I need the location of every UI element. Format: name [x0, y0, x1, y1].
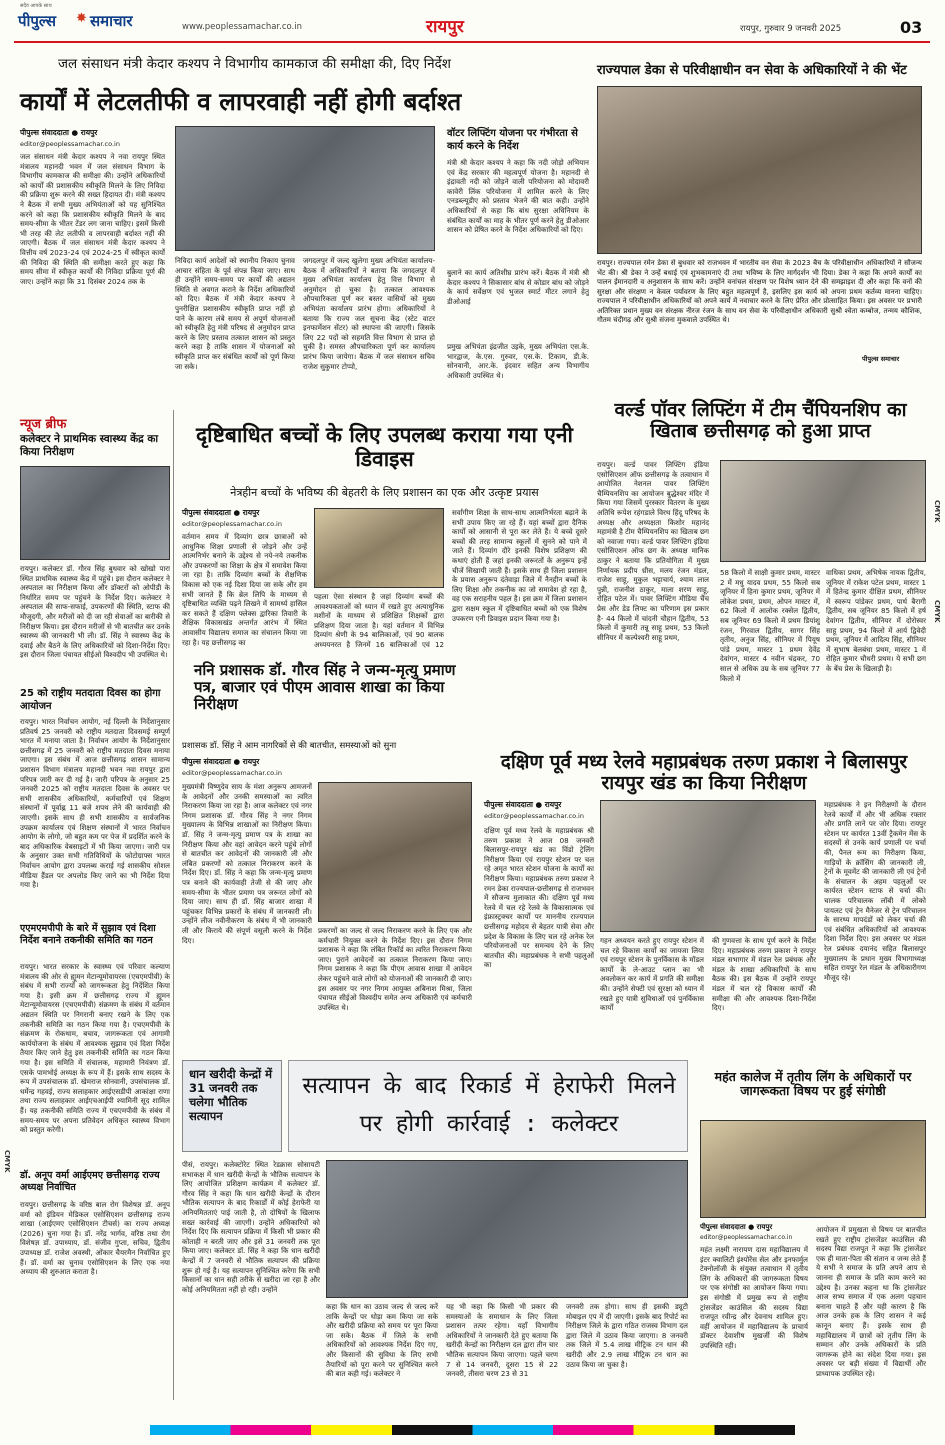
story-mahant-college-headline: महंत कालेज में तृतीय लिंग के अधिकारों पर जागरूकता विषय पर हुई संगोष्ठी: [714, 1069, 912, 1098]
logo-text-a: पीपुल्स: [18, 12, 57, 30]
story-water-resources-kicker: जल संसाधन मंत्री केदार कश्यप ने विभागीय कामकाज की समीक्षा की, दिए निर्देश: [58, 56, 451, 72]
story8-column-2: आयोजन में प्रमुखता से विषय पर बातचीत रखते हुए राष्ट्रीय ट्रांसजेंडर काउंसिल की सदस्य विद्या राजपूत ने कहा कि ट्रांसजेंडर एक ही माता-पिता की संतान व जन्म लेते हैं ये सभी ने समाज के प्रति अपने आप से जानना ही समाज के प्रति काम करने का उद्देश्य है। उनका कहना था कि ट्रांसजेंडर आज सभ्य समाज में एक अलग पहचान बनाना चाहते हैं और यही कारण है कि आज उनके हक के लिए शासन ने कई कानून बनाए हैं। इसके साथ ही महाविद्यालय में छात्रों को तृतीय लिंग के सम्मान और उनके अधिकारों के प्रति जागरूक होने का संदेश दिया गया। इस अवसर पर बड़ी संख्या में विद्यार्थी और प्राध्यापक उपस्थित रहे।: [816, 1225, 926, 1378]
story6-column-3: की गुणवत्ता के साथ पूर्ण करने के निर्देश दिए। महाप्रबंधक तरुण प्रकाश ने रायपुर मंडल सभागार में मंडल रेल प्रबंधक और मंडल के शाखा अधिकारियों के साथ बैठक की। इस बैठक में उन्होंने रायपुर मंडल में चल रहे विकास कार्यों की समीक्षा की और आवश्यक दिशा-निर्देश दिए।: [712, 936, 816, 1013]
story1-column-2: निविदा कार्य आदेशों को स्थानीय निकाय चुनाव आचार संहिता के पूर्व संपन्न किया जाए। साथ ही उन्होंने समय-समय पर कार्यों की अद्यतन स्थिति से अवगत कराने के निर्देश अधिकारियों को दिए। बैठक में मंत्री केदार कश्यप ने पुनरीक्षित प्रशासकीय स्वीकृति प्राप्त नहीं हो पाने के कारण लंबे समय से अपूर्ण योजनाओं को स्वीकृति हेतु मंत्री परिषद से अनुमोदन प्राप्त करने के लिए प्रस्ताव तत्काल शासन को प्रस्तुत करने कहा है ताकि शासन में योजनाओं को स्वीकृति प्राप्त कर संबंधित कार्यों को पूर्ण किया जा सके।: [175, 256, 295, 371]
story3-column-2: 58 किलो में साक्षी कुमार प्रथम, मास्टर 2 में मधु यादव प्रथम, 55 किलो सब जूनियर में हिना कुमार प्रथम, जूनियर में लोकेश प्रथम, प्रथम, ओपन मास्टर में, 62 किलो में आलोक रक्सेल द्वितीय, सब जूनियर 69 किलो में प्रथम डियांशु रंजन, गिरवाल द्वितीय, सागर सिंह तृतीय, अनुज सिंह, सीनियर में पियूष पांडे प्रथम, मास्टर 1 प्रथम देवेंद्र देवांगन, मास्टर 4 नवीन चंद्रकर, 70 साल से अधिक उम्र के सब जूनियर 77 किलो में: [720, 568, 820, 683]
story1-column-4: मंत्री श्री केदार कश्यप ने कहा कि नदी जोड़ो अभियान एवं केंद्र सरकार की महत्वपूर्ण योजना है। महानदी से इंद्रावती नदी को जोड़ने वाली परियोजना को मोदावरी कावेरी लिंक परियोजना में शामिल करने के लिए एनडब्ल्यूडीए को प्रस्ताव भेजने की बात कही। उन्होंने अधिकारियों से कहा कि बांध सुरक्षा अधिनियम के संबंधित कार्यों का माह के भीतर पूर्ण करने हेतु डीओआर शासन को प्रेषित करने के निर्देश अधिकारियों को दिए।: [447, 158, 589, 235]
story3-trophy-photo: [720, 460, 926, 562]
story5-email: editor@peoplessamachar.co.in: [182, 769, 282, 777]
logo-tagline: सदैव आपके साथ: [20, 3, 52, 9]
story7-column-3: यह भी कहा कि किसी भी प्रकार की समस्याओं के समाधान के लिए जिला प्रशासन तत्पर रहेगा। यहाँ विभागीय अधिकारियों ने जानकारी देते हुए बताया कि खरीदी केन्द्रों का निरीक्षण दल द्वारा तीन चार भौतिक सत्यापन किया जाएगा। पहले चरण 7 से 14 जनवरी, दूसरा 15 से 22 जनवरी, तीसरा चरण 23 से 31: [446, 1302, 558, 1379]
brief3-text: रायपुर। भारत सरकार के स्वास्थ्य एवं परिवार कल्याण मंत्रालय की ओर से ह्यूमन मेटान्यूमोवायरस (एचएमपीवी) के संबंध में सभी राज्यों को जागरूकता हेतु निर्देशित किया गया है। इसी क्रम में छत्तीसगढ़ राज्य में ह्यूमन मेटान्यूमोवायरस (एचएमपीवी) संक्रमण के संबंध में वर्तमान अद्यतन स्थिति पर निगरानी बनाए रखने के लिए एक तकनीकी समिति का गठन किया गया है। एचएमपीवी के संक्रमण के रोकथाम, बचाव, जागरूकता एवं आगामी कार्ययोजना के संबंध में आवश्यक सुझाव एवं दिशा निर्देश तैयार किए जाने हेतु इस तकनीकी समिति का गठन किया गया है। इस समिति में संचालक, महामारी नियंत्रण डॉ. एसके पामभोई अध्यक्ष के रूप में हैं। इसके साथ सदस्य के रूप में उपसंचालक डॉ. खेमराज सोनवानी, उपसंचालक डॉ. धर्मेन्द्र गहवई, राज्य सलाहकार आईएसडीपी आकांक्षा राणा तथा राज्य सलाहकार आईएचआईपी श्यामिनी सूद शामिल हैं। यह तकनीकी समिति राज्य में एचएमपीवी के संबंध में समय-समय पर अपना प्रतिवेदन अधिकृत स्वास्थ्य विभाग को प्रस्तुत करेगी।: [20, 962, 170, 1135]
story5-subhead: प्रशासक डॉ. सिंह ने आम नागरिकों से की बातचीत, समस्याओं को सुना: [182, 741, 397, 751]
story7-column-1: पीसं, रायपुर। कलेक्टोरेट स्थित रेडक्रास सोसायटी सभाकक्ष में धान खरीदी केन्द्रों के भौतिक सत्यापन के लिए आयोजित प्रशिक्षण कार्यक्रम में कलेक्टर डॉ. गौरव सिंह ने कहा कि धान खरीदी केन्द्रों के दौरान भौतिक सत्यापन के बाद रिकार्डों में कोई हेराफेरी या अनियमितताएं पाई जाती है, तो दोषियों के खिलाफ सख्त कार्रवाई की जाएगी। उन्होंने अधिकारियों को निर्देश दिए कि सत्यापन प्रक्रिया में किसी भी प्रकार की कोताही न बरती जाए और इसे 31 जनवरी तक पूरा किया जाए। कलेक्टर डॉ. सिंह ने कहा कि धान खरीदी केन्द्रों में 7 जनवरी से भौतिक सत्यापन की प्रक्रिया शुरू हो गई है। यह सत्यापन सुनिश्चित करेगा कि सभी किसानों का धान सही तरीके से खरीदा जा रहा है और कोई अनियमितता नहीं हो रही। उन्होंने: [182, 1160, 320, 1294]
story7-meeting-photo: [326, 1160, 688, 1298]
brief4-text: रायपुर। छत्तीसगढ़ के वरिष्ठ बाल रोग विशेषज्ञ डॉ. अनूप वर्मा को इंडियन मेडिकल एसोसिएशन छत्तीसगढ़ राज्य शाखा (आईएमए एसोसिएशन टीचर्स) का राज्य अध्यक्ष (2026) चुना गया है। डॉ. नरेंद्र भार्गव, वरिष्ठ तथा रोग विशेषज्ञ डॉ. उपाध्याय, डॉ. संजीव गुप्ता, सचिव, द्वितीय उपाध्यक्ष डॉ. राजेश अवस्थी, ओंकार चैयरमैन निर्वाचित हुए हैं। डॉ. वर्मा का चुनाव एसोसिएशन के लिए एक नया अध्याय की शुरुआत कराता है।: [20, 1200, 170, 1277]
story4-subhead: नेत्रहीन बच्चों के भविष्य की बेहतरी के लिए प्रशासन का एक और उत्कृष्ट प्रयास: [230, 486, 539, 499]
brief4-title: डॉ. अनूप वर्मा आईएमए छत्तीसगढ़ राज्य अध्यक्ष निर्वाचित: [20, 1170, 160, 1193]
story-water-resources-headline: कार्यों में लेटलतीफी व लापरवाही नहीं होगी बर्दाश्त: [20, 87, 462, 116]
story2-governor-photo: [597, 86, 922, 254]
story8-column-1: महंत लक्ष्मी नारायण दास महाविद्यालय में इंटर क्वालिटी इंश्योरेंस सेल और इनफार्मुल टेक्नोलॉजी के संयुक्त तत्वाधान में तृतीय लिंग के अधिकारों की जागरूकता विषय पर एक संगोष्ठी का आयोजन किया गया। इस संगोष्ठी में प्रमुख रूप से राष्ट्रीय ट्रांसजेंडर काउंसिल की सदस्य विद्या राजपूत रवीन्द्र और देवनाथ शामिल हुए। वहीं आयोजन में महाविद्यालय के प्राचार्य डॉक्टर देवाशीष मुखर्जी की विशेष उपस्थिति रही।: [700, 1245, 808, 1350]
story7-headline-box: [288, 1060, 688, 1152]
masthead-divider: [14, 41, 930, 43]
website-link[interactable]: www.peoplessamachar.co.in: [182, 22, 303, 32]
color-registration-strip: [150, 1425, 795, 1435]
story-powerlifting-headline: वर्ल्ड पॉवर लिफ्टिंग में टीम चैंपियनशिप का खिताब छत्तीसगढ़ को हुआ प्राप्त: [614, 399, 907, 443]
dateline: रायपुर, गुरुवार 9 जनवरी 2025: [740, 24, 842, 34]
brief2-title: 25 को राष्ट्रीय मतदाता दिवस का होगा आयोजन: [20, 688, 161, 712]
story4-byline: पीपुल्स संवाददाता ● रायपुर: [182, 508, 260, 517]
story-municipal-headline: ननि प्रशासक डॉ. गौरव सिंह ने जन्म-मृत्यु प्रमाण पत्र, बाजार एवं पीएम आवास शाखा का किया निरीक्षण: [194, 661, 456, 713]
brief1-title: कलेक्टर ने प्राथमिक स्वास्थ्य केंद्र का किया निरीक्षण: [20, 433, 159, 458]
story6-column-1: दक्षिण पूर्व मध्य रेलवे के महाप्रबंधक श्री तरुण प्रकाश ने आज 08 जनवरी बिलासपुर-रायपुर खंड का विंडो ट्रेलिंग निरीक्षण किया एवं रायपुर स्टेशन पर चल रहे अमृत भारत स्टेशन योजना के कार्यों का निरीक्षण किया। महाप्रबंधक तरुण प्रकाश ने रमन डेका राज्यपाल-छत्तीसगढ़ से राजभवन में सौजन्य मुलाकात की। दक्षिण पूर्व मध्य रेलवे में चल रहे रेलवे के विकासात्मक एवं इंफ्रास्ट्रक्चर कार्यों पर माननीय राज्यपाल छत्तीसगढ़ महोदय से बेहतर यात्री सेवा और प्रदेश के विकास के लिए चल रहे अनेक रेल परियोजनाओं पर समन्वय देने के लिए बातचीत की। महाप्रबंधक ने सभी पहलुओं का: [484, 826, 594, 970]
story7-column-2: कहा कि धान का उठाव जल्द से जल्द करें ताकि केन्द्रों पर धोड़ा कम किया जा सके और खरीदी प्रक्रिया को समय पर पूरा किया जा सके। बैठक में जिले के सभी अधिकारियों को आवश्यक निर्देश दिए गए, और किसानों की सुविधा के लिए सभी तैयारियों को पूरा करने पर सुनिश्चित करने की बात कही गई। कलेक्टर ने: [326, 1302, 438, 1379]
story3-column-1: रायपुर। वर्ल्ड पावर लिफ्टिंग इंडिया एसोसिएशन ऑफ छत्तीसगढ़ के तत्वाधान में आयोजित नेशनल पावर लिफ्टिंग चैम्पियनशिप का आयोजन बुद्धेश्वर मंदिर में किया गया जिसमें पुरस्कार वितरण के मुख्य अतिथि रूपेश रहंगडाले विरथ हिंदू परिषद के अध्यक्ष और अध्यक्षता किशोर महानंद महामंत्री है टीम चैम्पियनशिप का खिताब छग को नवाजा गया। वर्ल्ड पावर लिफ्टिंग इंडिया एसोसिएशन ऑफ छग के अध्यक्ष मानिक ठाकुर ने बताया कि प्रतियोगिता में मुख्य निर्णायक प्रदीप थ्रीस, मलय रंजन मंडल, राजेश साहू, मुकुल भट्टाचार्य, श्याम लाल पुन्नी, राजनीश ठाकुर, माला शरण साहू, रोहित पटेल में। पावर लिफ्टिंग मीडिया चैंच प्रेस और डेड लिफ्ट का परिणाम इस प्रकार है- 44 किलो में चांदनी चौहान द्वितीय, 53 किलो में कुमारी तन्नू साहू प्रथम, 53 किलो सीनियर में कल्पेश्वरी साहू प्रथम,: [597, 460, 709, 642]
story7-headline: सत्यापन के बाद रिकार्ड में हेराफेरी मिलने पर होगी कार्रवाई : कलेक्टर: [302, 1073, 676, 1137]
story5-column-2: प्रकरणों का जल्द से जल्द निराकरण करने के लिए एक और कर्मचारी नियुक्त करने के निर्देश दिए। इस दौरान निगम प्रशासक ने कहा कि लंबित रिकॉर्ड का त्वरित निराकरण किया जाए। पुराने आवेदनों का तत्काल निराकरण किया जाए। निगम प्रशासक ने कहा कि पीएम आवास शाखा में आवेदन लेकर पहुंचने वाले लोगों को योजनाओं की जानकारी दी जाए। इस अवसर पर नगर निगम आयुक्त अबिनाश मिश्रा, जिला पंचायत सीईओ विश्वदीप समेत अन्य अधिकारी एवं कर्मचारी उपस्थित थे।: [318, 926, 472, 1012]
story1-column-3: जगदलपुर में जल्द खुलेगा मुख्य अभियंता कार्यालय- बैठक में अधिकारियों ने बताया कि जगदलपुर में मुख्य अभियंता कार्यालय हेतु वित्त विभाग से अनुमोदन हो चुका है। तत्काल आवश्यक औपचारिकता पूर्ण कर बस्तर वासियों को मुख्य अभियंता कार्यालय प्रारंभ होगा। अधिकारियों ने बताया कि राज्य जल सूचना केंद्र (स्टेट वाटर इनफार्मेशन सेंटर) को स्थापना की जाएगी। जिसके लिए 22 पदों को सहमति वित्त विभाग से प्राप्त हो चुकी है। समस्त औपचारिकता पूर्ण कर कार्यालय प्रारंभ किया जायेगा। बैठक में जल संसाधन सचिव राजेश सुकुमार टोप्पो,: [303, 256, 435, 371]
story8-seminar-photo: [700, 1120, 926, 1218]
story8-byline: पीपुल्स संवाददाता ● रायपुर: [700, 1223, 773, 1231]
story1-byline: पीपुल्स संवाददाता ● रायपुर: [20, 128, 98, 137]
story4-email: editor@peoplessamachar.co.in: [182, 520, 282, 528]
page-number: 03: [900, 18, 923, 37]
story5-column-1: मुख्यमंत्री विष्णुदेव साय के मंशा अनुरूप आमजनों के आवेदनों और उनकी समस्याओं का त्वरित निराकरण किया जा रहा है। आज कलेक्टर एवं नगर निगम प्रशासक डॉ. गौरव सिंह ने नगर निगम मुख्यालय के विभिन्न शाखाओं का निरीक्षण किया। डॉ. सिंह ने जन्म-मृत्यु प्रमाण पत्र के शाखा का निरीक्षण किया और वहां आवेदन करने पहुंचे लोगों से बातचीत कर आवेदनों की जानकारी ली और लंबित प्रकरणों को तत्काल निराकरण करने के निर्देश दिए। डॉ. सिंह ने कहा कि जन्म-मृत्यु प्रमाण पत्र बनाने की कार्यवाही तेजी से की जाए और समय-सीमा के भीतर प्रमाण पत्र जरूरत लोगों को दिया जाए। साथ ही डॉ. सिंह बाजार शाखा में पहुंचकर विभिन्न प्रकारों के संबंध में जानकारी ली। उन्होंने लीज नवीनीकरण के संबंध में भी जानकारी ली और किराये की संपूर्ण वसूली करने के निर्देश दिए।: [182, 782, 312, 945]
story6-email: editor@peoplessamachar.co.in: [484, 812, 584, 820]
story1-meeting-photo: [175, 126, 435, 251]
story-governor-headline: राज्यपाल डेका से परिवीक्षाधीन वन सेवा के अधिकारियों ने की भेंट: [597, 63, 907, 78]
margin-cmyk-mark-right: CMYK: [933, 500, 941, 523]
story1-column-1: जल संसाधन मंत्री केदार कश्यप ने नवा रायपुर स्थित मंत्रालय महानदी भवन में जल संसाधन विभाग के विभागीय कामकाज की समीक्षा की। उन्होंने अधिकारियों को कार्यों की प्रशासकीय स्वीकृति मिलने के लिए निविदा की प्रक्रिया शुरू करने की सख्त हिदायत दी। मंत्री कश्यप ने बैठक में सभी मुख्य अभियंताओं को यह सुनिश्चित करने को कहा कि प्रशासकीय स्वीकृति मिलने के बाद समय-सीमा के भीतर टेंडर लग जाना चाहिए। इसमें किसी भी तरह की लेट लतीफी व लापरवाही बर्दाश्त नहीं की जाएगी। बैठक में जल संसाधन मंत्री केदार कश्यप ने वित्तीय वर्ष 2023-24 एवं 2024-25 में स्वीकृत कार्यों की निविदा की स्थिति की समीक्षा करते हुए कहा कि समय सीमा में स्वीकृत कार्यों की निविदा प्रक्रिया पूर्ण की जाए। उन्होंने कहा कि 31 दिसंबर 2024 तक के: [20, 152, 165, 286]
brief1-text: रायपुर। कलेक्टर डॉ. गौरव सिंह बुधवार को खोखो पारा स्थित प्राथमिक स्वास्थ्य केंद्र में पहुंचे। इस दौरान कलेक्टर ने अस्पताल का निरीक्षण किया और डॉक्टरों को ओपीडी के निर्धारित समय पर पहुंचने के निर्देश दिए। कलेक्टर ने अस्पताल की साफ-सफाई, उपकरणों की स्थिति, स्टाफ की मौजूदगी, और मरीजों को दी जा रही सेवाओं का बारीकी से निरीक्षण किया। इस दौरान मरीजों से भी बातचीत कर उनके स्वास्थ्य की जानकारी भी ली। डॉ. सिंह ने स्वास्थ्य केंद्र के दवाई और बैठने के लिए अधिकारियों को दिशा-निर्देश दिए। इस दौरान जिला पंचायत सीईओ विश्वदीप भी उपस्थित थे।: [20, 564, 170, 660]
story7-box-title: धान खरीदी केन्द्रों में 31 जनवरी तक चलेगा भौतिक सत्यापन: [189, 1067, 272, 1123]
margin-cmyk-mark-left: CMYK: [3, 1150, 11, 1173]
logo: [18, 3, 168, 35]
story4-students-photo: [314, 508, 444, 588]
story5-inspection-photo: [318, 782, 472, 922]
logo-text-b: समाचार: [90, 12, 133, 30]
story7-column-4: जनवरी तक होगा। साथ ही इसकी ड्यूटी मोबाइल एप में दी जाएगी। इसके बाद रिपोर्ट का निरीक्षण जिले के द्वारा गठित राजस्व विभाग दल द्वारा जिले में उठाव किया जाएगा। 8 जनवरी तक जिले में 5.4 लाख मीट्रिक टन धान की खरीदी और 2.9 लाख मीट्रिक टन धान का उठाव किया जा चुका है।: [566, 1302, 688, 1369]
news-brief-label: न्यूज ब्रीफ: [20, 417, 67, 432]
story5-byline: पीपुल्स संवाददाता ● रायपुर: [182, 757, 260, 766]
story8-email: editor@peoplessamachar.co.in: [700, 1234, 793, 1241]
story4-column-1: वर्तमान समय में दिव्यांग छात्र छात्राओं को आधुनिक शिक्षा प्रणाली से जोड़ने और उन्हें आत्मनिर्भर बनाने के उद्देश्य से नये-नये तकनीक और उपकरणों का शिक्षा के क्षेत्र में समावेश किया जा रहा है। ताकि दिव्यांग बच्चों के शैक्षणिक विकास को एक नई दिशा दिया जा सके और हम सभी जानते हैं कि ब्रेल लिपि के माध्यम से दृष्टिबाधित व्यक्ति पढ़ने लिखने में सामर्थ्य हासिल कर सकते हैं दक्षिण फ्लेक्स द्वारिका तिवारी के शैक्षिक विकासखंड अन्तर्गत आरंभ में स्थित आवासीय विद्यालय समाज का संचालन किया जा रहा है। यह छत्तीसगढ़ का: [182, 532, 307, 647]
story-device-headline: दृष्टिबाधित बच्चों के लिए उपलब्ध कराया गया एनी डिवाइस: [196, 423, 573, 471]
story3-column-3: वाधिका प्रथम, अभिषेक नायक द्वितीय, जूनियर में राकेश पटेल प्रथम, मास्टर 1 में हितेन्द्र कुमार दीक्षित प्रथम, सीनियर में स्वरूप पांडेकर प्रथम, पार्थ बैरागी द्वितीय, सब जूनियर 85 किलो में हर्ष देवांगन द्वितीय, सीनियर में दोरोस्वर साहू प्रथम, 94 किलो में आर्य द्विवेदी प्रथम, जूनियर में आदित्य सिंह, सीनियर में सुभाष बेलबंधा प्रथम, मास्टर 1 में रोहित कुमार चौधरी प्रथम। ये सभी छग के बेंच प्रेस के खिलाड़ी है।: [826, 568, 926, 673]
margin-cmyk-mark-right-2: CMYK: [933, 600, 941, 623]
brief1-photo: [20, 466, 170, 560]
brief3-title: एएमएमपीपी के बारे में सुझाव एवं दिशा निर्देश बनाने तकनीकी समिति का गठन: [20, 923, 156, 946]
story6-column-2: गहन अध्ययन करते हुए रायपुर स्टेशन में चल रहे विकास कार्यों का जायजा लिया एवं रायपुर स्टेशन के पुनर्विकास के मॉडल कार्यों के ले-आउट प्लान का भी अवलोकन कर कार्य में प्रगति की समीक्षा की। उन्होंने सेफ्टी एवं सुरक्षा को ध्यान में रखते हुए यात्री सुविधाओं एवं पुनर्विकास कार्यों: [600, 936, 704, 1013]
story1-column-4b: बुलाने का कार्य अतिशीघ्र प्रारंभ करें। बैठक में मंत्री श्री केदार कश्यप ने सिकासार बांध से कोडार बांध को जोड़ने के कार्य सर्वेक्षण एवं भुजल स्मार्ट मीटर लगाने हेतु डीओआई: [447, 268, 589, 306]
story1-column-5: प्रमुख अभियंता इंद्रजीत उइके, मुख्य अभियंता एस.के. भारद्वाज, के.एस. गुरुवर, एस.के. टिकाम, डी.के. सोनवानी, आर.के. इंदवार सहित अन्य विभागीय अधिकारी उपस्थित थे।: [447, 342, 589, 380]
story2-byline: पीपुल्स समाचार: [862, 355, 900, 363]
logo-star-icon: ✸: [76, 11, 87, 26]
story6-column-4: महाप्रबंधक ने इन निरीक्षणों के दौरान रेलवे कार्यों में और भी अधिक रफ्तार और प्रगति लाने पर जोर दिया। रायपुर स्टेशन पर कार्यरत 13वीं ट्रैकमेन मेंस के सदस्यों से उनके कार्य प्रणाली पर चर्चा की, पैनल रूम का निरीक्षण किया, गाड़ियों के क्रॉसिंग की जानकारी ली, ट्रेनों के मूवमेंट की जानकारी ली एवं ट्रेनों के संचालन के अहम पहलुओं पर कार्यरत स्टेशन स्टाफ से चर्चा की। चालक परिचालक लॉबी में लोको पायलट एवं ट्रेन मैनेजर से ट्रेन परिचालन के सारथ्य मापदंडों को लेकर चर्चा की एवं संबंधित अधिकारियों को आवश्यक दिशा निर्देश दिए। इस अवसर पर मंडल रेल प्रबंधक दयानंद सहित बिलासपुर मुख्यालय के प्रधान मुख्य विभागाध्यक्ष सहित रायपुर रेल मंडल के अधिकारीगण मौजूद रहे।: [824, 800, 926, 982]
story7-box: [182, 1060, 282, 1152]
story2-caption: रायपुर। राज्यपाल रमेन डेका से बुधवार को राजभवन में भारतीय वन सेवा के 2023 बैच के परिवीक्षाधीन अधिकारियों ने सौजन्य भेंट की। श्री डेका ने उन्हें बधाई एवं शुभकामनाएं दी तथा भविष्य के लिए मार्गदर्शन भी दिया। डेका ने कहा कि अपने कार्यों का पालन ईमानदारी व अनुशासन के साथ करें। उन्होंने वनांचल संरक्षण पर विशेष ध्यान देने की समझाइश दी और कहा कि वनों की सुरक्षा और संरक्षण न केवल पर्यावरण के लिए बहुत महत्वपूर्ण है, इसलिए इस कार्य को अपना प्रथम कर्तव्य मानना चाहिए। राज्यपाल ने परिवीक्षाधीन अधिकारियों को अपने कार्य में नवाचार करने के लिए प्रेरित और प्रोत्साहित किया। इस अवसर पर प्रभारी अतिरिक्त प्रधान मुख्य वन संरक्षक नीरज रंजन के साथ वन सेवा के परिवीक्षाधीन अधिकारी सुश्री श्वेता कम्बोज, तन्मय कौशिक, गौतम चंदीगढ़ और सुश्री संजना मुकवाले उपस्थित थे।: [597, 259, 922, 324]
masthead: [0, 0, 945, 44]
story6-byline: पीपुल्स संवाददाता ● रायपुर: [484, 800, 562, 809]
story6-railway-photo: [600, 800, 816, 932]
story-railway-headline: दक्षिण पूर्व मध्य रेलवे महाप्रबंधक तरुण प्रकाश ने बिलासपुर रायपुर खंड का किया निरीक्षण: [500, 751, 908, 795]
story1-email: editor@peoplessamachar.co.in: [20, 140, 120, 148]
story1-subhead: वॉटर लिफ्टिंग योजना पर गंभीरता से कार्य करने के निर्देश: [447, 128, 578, 152]
story4-column-2: पहला ऐसा संस्थान है जहां दिव्यांग बच्चों की आवश्यकताओं को ध्यान में रखते हुए अत्याधुनिक मशीनों के माध्यम से प्रशिक्षित शिक्षकों द्वारा प्रशिक्षण दिया जाता है। यहां वर्तमान में विभिन्न दिव्यांग श्रेणी के 94 बालिकाओं, एवं 90 बालक अध्ययनरत है जिनमें 16 बालिकाओं एवं 12: [314, 592, 444, 649]
brief-column-divider: [173, 410, 174, 1400]
section-city: रायपुर: [426, 17, 464, 37]
story4-column-3: सर्वांगीण शिक्षा के साथ-साथ आत्मनिर्भरता बढ़ाने के सभी उपाय किए जा रहे हैं। यहां बच्चों द्वारा दैनिक कार्यों को आसानी से पूरा कर लेते हैं। ये बच्चे दूसरे बच्चों की तरह सामान्य स्कूलों में सुनने को पाने में जाते हैं। दिव्यांग दौरे इनकी विशेष प्रशिक्षण की कथाएं होती हैं जहां इनकी जरूरतों के अनुरूप इन्हें चीजें सिखायी जाती हैं। इसके साथ ही जिला प्रशासन के प्रयास अनुरूप दंतेवाड़ा जिले में नैनहीन बच्चों के लिए शिक्षा और तकनीक का जो समावेश हो रहा है, वह एक सराहनीय पहल है। इस क्रम में जिला प्रशासन द्वारा सक्षम स्कूल में दृष्टिबाधित बच्चों को एक विशेष उपकरण एनी डिवाइस प्रदान किया गया है।: [452, 508, 587, 623]
brief2-text: रायपुर। भारत निर्वाचन आयोग, नई दिल्ली के निर्देशानुसार प्रतिवर्ष 25 जनवरी को राष्ट्रीय मतदाता दिवसमई सम्पूर्ण भारत में मनाया जाता है। निर्वाचन आयोग के निर्देशानुसार छत्तीसगढ़ में 25 जनवरी को राष्ट्रीय मतदाता दिवस मनाया जाएगा। इस संबंध में आज छत्तीसगढ़ शासन सामान्य प्रशासन विभाग मंत्रालय महानदी भवन नवा रायपुर द्वारा परिपत्र जारी कर दी गई है। जारी परिपत्र के अनुसार 25 जनवरी 2025 को राष्ट्रीय मतदाता दिवस के अवसर पर सभी शासकीय अधिकारियों, कर्मचारियों एवं शिक्षण संस्थानों में पूर्वाह्न 11 बजे शपथ लेने की कार्यवाही की जाएगी। इसके साथ ही सभी शासकीय व सार्वजनिक उपक्रम कार्यालय एवं शिक्षण संस्थानों में भारत निर्वाचन आयोग के लोगो, जो बहुत कम पर पेज में प्रदर्शित करने के बाद अधिकारिक वेबसाइटों में भी किया जाएगा। जारी पत्र के अनुसार उक्त सभी गतिविधियों के फोटोग्राफ्स भारत निर्वाचन आयोग द्वारा उपलब्ध कराई गई शासकीय सोशल मीडिया हैंडल पर अपलोड किए जाने का भी निर्देश दिया गया है।: [20, 717, 170, 890]
